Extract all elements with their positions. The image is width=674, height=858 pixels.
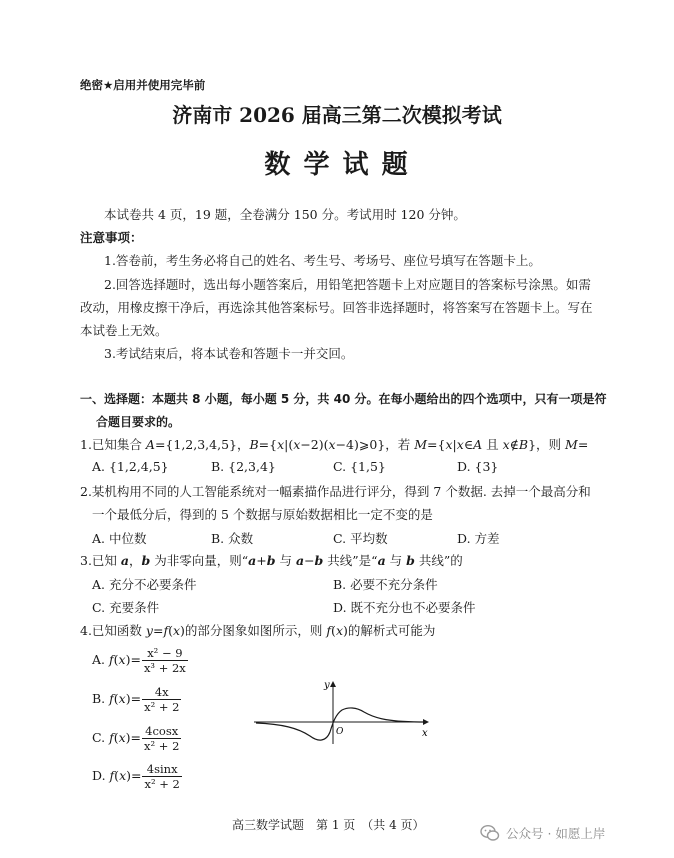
q2-option-c: C. 平均数: [333, 531, 388, 546]
watermark-text: 公众号 · 如愿上岸: [506, 826, 606, 841]
wechat-icon: [480, 824, 500, 842]
exam-title: 济南市 2026 届高三第二次模拟考试: [172, 103, 502, 127]
q4-c-fraction: $\frac{4\cos x}{\text{x² + 2}}$: [144, 724, 180, 753]
section-1-heading-cont: 合题目要求的。: [96, 415, 181, 429]
q3-option-c: C. 充要条件: [92, 600, 160, 615]
question-2-line-1: 2.某机构用不同的人工智能系统对一幅素描作品进行评分，得到 7 个数据. 去掉一个最高分和: [80, 484, 591, 499]
q2-option-b: B. 众数: [211, 531, 254, 546]
q3-option-b: B. 必要不充分条件: [333, 577, 438, 592]
q4-option-a: A. f(x)= $\frac{\text{x² − 9}}{\text{x³ + 2x}}$: [92, 646, 186, 675]
section-1-heading: 一、选择题：本题共 8 小题，每小题 5 分，共 40 分。在每小题给出的四个选项中，只有一项是符: [80, 392, 607, 406]
note-2-line-3: 本试卷上无效。: [80, 323, 168, 338]
question-3-stem: 3.已知 a，b 为非零向量，则“a+b 与 a−b 共线”是“a 与 b 共线”的: [80, 553, 463, 568]
q4-option-d: D. f(x)= $\frac{4\sin x}{\text{x² + 2}}$: [92, 762, 180, 791]
q3-option-d: D. 既不充分也不必要条件: [333, 600, 476, 615]
q3-option-a: A. 充分不必要条件: [92, 577, 197, 592]
intro-text: 本试卷共 4 页，19 题，全卷满分 150 分。考试用时 120 分钟。: [104, 207, 466, 222]
question-1-stem: 1.已知集合 A={1,2,3,4,5}，B={x|(x−2)(x−4)⩾0}，若 M={x|x∈A 且 x∉B}，则 M=: [80, 437, 589, 452]
q1-option-b: B. {2,3,4}: [211, 459, 276, 474]
q4-a-fraction: $\frac{\text{x² − 9}}{\text{x³ + 2x}}$: [143, 646, 186, 675]
x-axis-label: x: [422, 728, 428, 739]
confidential-mark: 绝密★启用并使用完毕前: [80, 78, 206, 92]
note-2-line-1: 2.回答选择题时，选出每小题答案后，用铅笔把答题卡上对应题目的答案标号涂黑。如需: [104, 277, 591, 292]
q1-option-c: C. {1,5}: [333, 459, 386, 474]
note-2-line-2: 改动，用橡皮擦干净后，再选涂其他答案标号。回答非选择题时，将答案写在答题卡上。写在: [80, 300, 593, 315]
subject-title: 数 学 试 题: [264, 150, 410, 180]
wechat-watermark: [480, 822, 605, 844]
q2-option-a: A. 中位数: [92, 531, 147, 546]
question-2-line-2: 一个最低分后，得到的 5 个数据与原始数据相比一定不变的是: [92, 507, 433, 522]
q1-option-a: A. {1,2,4,5}: [92, 459, 169, 474]
q1-option-d: D. {3}: [457, 459, 499, 474]
note-3: 3.考试结束后，将本试卷和答题卡一并交回。: [104, 346, 354, 361]
page-footer: 高三数学试题 第 1 页 （共 4 页）: [232, 818, 425, 832]
origin-label: O: [336, 727, 344, 737]
y-axis-label: y: [324, 680, 330, 691]
question-4-stem: 4.已知函数 y=f(x)的部分图象如图所示，则 f(x)的解析式可能为: [80, 623, 436, 638]
q2-option-d: D. 方差: [457, 531, 500, 546]
q4-option-c: C. f(x)= $\frac{4\cos x}{\text{x² + 2}}$: [92, 724, 180, 753]
function-graph: [252, 676, 434, 746]
q4-b-fraction: $\frac{4x}{\text{x² + 2}}$: [144, 685, 180, 714]
q4-d-fraction: $\frac{4\sin x}{\text{x² + 2}}$: [144, 762, 180, 791]
q4-option-b: B. f(x)= $\frac{4x}{\text{x² + 2}}$: [92, 685, 180, 714]
note-1: 1.答卷前，考生务必将自己的姓名、考生号、考场号、座位号填写在答题卡上。: [104, 253, 541, 268]
notes-heading: 注意事项：: [80, 230, 143, 245]
